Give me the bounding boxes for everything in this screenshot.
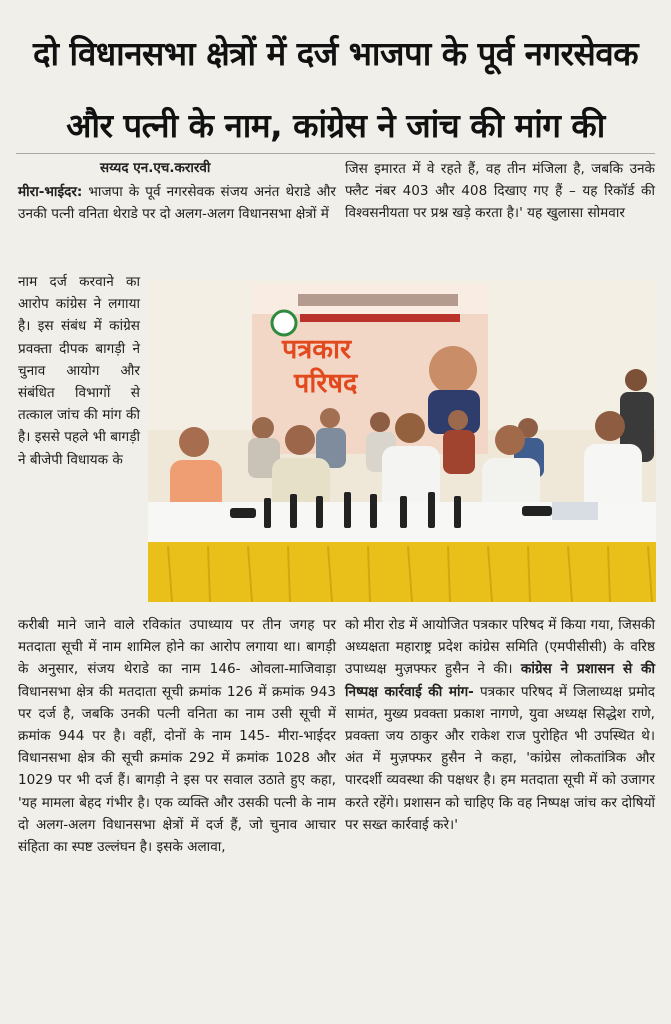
laptop (552, 502, 598, 520)
banner-title-2: परिषद (294, 368, 358, 399)
press-conference-illustration (148, 280, 656, 602)
banner-title-1: पत्रकार (282, 334, 352, 365)
article-col2-top: जिस इमारत में वे रहते हैं, वह तीन मंजिला है, जबकि उनके फ्लैट नंबर 403 और 408 दिखाए गए हैं – यह रिकॉर्ड की विश्वसनीयता पर प्रश्न खड़े करता है।' यह खुलासा सोमवार (345, 161, 655, 222)
headline-line-2: और पत्नी के नाम, कांग्रेस ने जांच की मांग की (66, 106, 605, 145)
article-col1-bottom: करीबी माने जाने वाले रविकांत उपाध्याय पर तीन जगह पर मतदाता सूची में नाम शामिल होने का आरोप लगाया था। बागड़ी के अनुसार, संजय थेराडे का नाम 146- ओवला-माजिवाड़ा विधानसभा क्षेत्र की मतदाता सूची क्रमांक 126 में क्रमांक 943 पर दर्ज है, जबकि उनकी पत्नी वनिता का नाम उसी सूची में क्रमांक 944 पर है। वहीं, दोनों के नाम 145- मीरा-भाईदर विधानसभा क्षेत्र की सूची क्रमांक 292 में क्रमांक 1028 और 1029 पर भी दर्ज हैं। बागड़ी ने इस पर सवाल उठाते हुए कहा, 'यह मामला बेहद गंभीर है। एक व्यक्ति और उसकी पत्नी के नाम दो अलग-अलग विधानसभा क्षेत्रों में दर्ज हैं, जो चुनाव आचार संहिता का स्पष्ट उल्लंघन है। इसके अलावा, (18, 617, 336, 856)
headline-line-1: दो विधानसभा क्षेत्रों में दर्ज भाजपा के पूर्व नगरसेवक (32, 34, 639, 73)
party-logo (272, 311, 296, 335)
article-col2-intro: को मीरा रोड में आयोजित पत्रकार परिषद में किया गया, जिसकी अध्यक्षता महाराष्ट्र प्रदेश कांग्रेस समिति (एमपीसीसी) के वरिष्ठ उपाध्यक्ष मुज़फ्फर हुसैन ने की। (345, 617, 655, 678)
press-conference-photo (148, 280, 656, 602)
article-col1-top-text: भाजपा के पूर्व नगरसेवक संजय अनंत थेराडे और उनकी पत्नी वनिता थेराडे पर दो अलग-अलग विधानसभा क्षेत्रों में (18, 184, 336, 223)
headline-rule (16, 153, 655, 154)
byline: सय्यद एन.एच.करारवी (100, 160, 211, 176)
article-col2-after-subhead: पत्रकार परिषद में जिलाध्यक्ष प्रमोद सामंत, मुख्य प्रवक्ता प्रकाश नागणे, युवा अध्यक्ष सिद्धेश राणे, प्रवक्ता जय ठाकुर और राकेश राज पुरोहित भी उपस्थित थे। अंत में मुज़फ्फर हुसैन ने कहा, 'कांग्रेस लोकतांत्रिक और पारदर्शी व्यवस्था की पक्षधर है। हम मतदाता सूची में को उजागर करते रहेंगे। प्रशासन को चाहिए कि वह निष्पक्ष जांच कर दोषियों पर सख्त कार्रवाई करे।' (345, 683, 655, 833)
article-col1-top (18, 181, 336, 225)
article-col2-bottom (345, 614, 655, 836)
banner-portrait (429, 346, 477, 394)
article-col1-narrow: नाम दर्ज करवाने का आरोप कांग्रेस ने लगाया है। इस संबंध में कांग्रेस प्रवक्ता दीपक बागड़ी ने चुनाव आयोग और संबंधित विभागों से तत्काल जांच की मांग की है। इससे पहले भी बागड़ी ने बीजेपी विधायक के (18, 274, 140, 468)
article-subhead: कांग्रेस ने प्रशासन से की निष्पक्ष कार्रवाई की मांग- (345, 661, 655, 700)
table-skirt (148, 542, 656, 602)
dateline: मीरा-भाईदर: (18, 184, 83, 200)
